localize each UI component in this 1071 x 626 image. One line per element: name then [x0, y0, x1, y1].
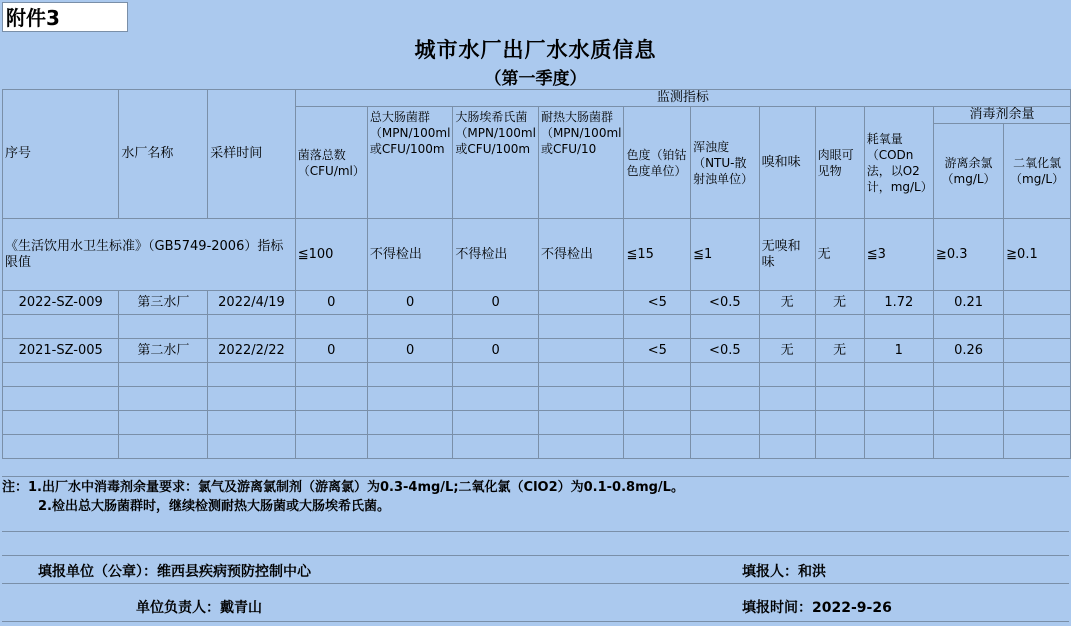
cell-odor[interactable]: 无 [759, 291, 815, 315]
empty-cell[interactable] [295, 411, 367, 435]
cell-total-coliform[interactable]: 0 [367, 291, 453, 315]
cell-colony[interactable]: 0 [295, 291, 367, 315]
standard-color[interactable]: ≦15 [624, 219, 691, 291]
empty-cell[interactable] [367, 363, 453, 387]
row-divider [2, 583, 1069, 584]
empty-cell[interactable] [1004, 315, 1071, 339]
empty-cell[interactable] [538, 411, 624, 435]
empty-cell[interactable] [864, 435, 933, 459]
empty-cell[interactable] [453, 435, 539, 459]
table-row [3, 339, 1071, 363]
empty-cell[interactable] [295, 315, 367, 339]
empty-cell[interactable] [3, 387, 119, 411]
empty-cell[interactable] [759, 387, 815, 411]
standard-total-coliform[interactable]: 不得检出 [367, 219, 453, 291]
empty-cell[interactable] [864, 411, 933, 435]
cell-visible[interactable]: 无 [815, 339, 864, 363]
cell-chlorine-dioxide[interactable] [1004, 339, 1071, 363]
row-divider [2, 621, 1069, 622]
empty-cell[interactable] [453, 363, 539, 387]
cell-turbidity[interactable]: <0.5 [691, 339, 760, 363]
reporter[interactable]: 填报人：和洪 [742, 564, 826, 580]
header-seq[interactable]: 序号 [3, 90, 119, 219]
header-group-monitor[interactable]: 监测指标 [295, 90, 1070, 107]
empty-cell[interactable] [367, 411, 453, 435]
standard-colony[interactable]: ≦100 [295, 219, 367, 291]
quality-table [2, 89, 1071, 459]
empty-cell[interactable] [538, 363, 624, 387]
empty-cell[interactable] [295, 363, 367, 387]
cell-color[interactable]: <5 [624, 339, 691, 363]
header-colony[interactable]: 菌落总数（CFU/ml） [295, 107, 367, 219]
cell-chlorine-dioxide[interactable] [1004, 291, 1071, 315]
table-row [3, 363, 1071, 387]
cell-visible[interactable]: 无 [815, 291, 864, 315]
header-thermo[interactable]: 耐热大肠菌群（MPN/100ml或CFU/10 [538, 107, 624, 219]
header-codmn[interactable]: 耗氧量（CODn法，以O2计，mg/L） [864, 107, 933, 219]
cell-date[interactable]: 2022/2/22 [208, 339, 296, 363]
empty-cell[interactable] [815, 363, 864, 387]
standard-chlorine-dioxide[interactable]: ≧0.1 [1004, 219, 1071, 291]
empty-cell[interactable] [3, 411, 119, 435]
empty-cell[interactable] [538, 387, 624, 411]
report-date[interactable]: 填报时间：2022-9-26 [742, 600, 892, 616]
empty-cell[interactable] [864, 363, 933, 387]
header-odor[interactable]: 嗅和味 [759, 107, 815, 219]
empty-cell[interactable] [624, 363, 691, 387]
standard-ecoli[interactable]: 不得检出 [453, 219, 539, 291]
document-subtitle[interactable]: （第一季度） [484, 69, 587, 89]
empty-cell[interactable] [759, 435, 815, 459]
empty-cell[interactable] [453, 315, 539, 339]
table-row [3, 291, 1071, 315]
empty-cell[interactable] [759, 363, 815, 387]
header-turbidity[interactable]: 浑浊度（NTU-散射浊单位） [691, 107, 760, 219]
empty-cell[interactable] [624, 387, 691, 411]
note-1[interactable]: 注：1.出厂水中消毒剂余量要求：氯气及游离氯制剂（游离氯）为0.3-4mg/L;二氧化氯（ClO2）为0.1-0.8mg/L。 [2, 480, 684, 495]
notes-block [2, 478, 1069, 516]
header-group-disinfect[interactable]: 消毒剂余量 [933, 107, 1070, 124]
empty-cell[interactable] [1004, 387, 1071, 411]
empty-cell[interactable] [933, 315, 1003, 339]
annex-label[interactable]: 附件3 [2, 2, 128, 32]
empty-cell[interactable] [815, 411, 864, 435]
empty-cell[interactable] [208, 411, 296, 435]
empty-cell[interactable] [933, 387, 1003, 411]
empty-cell[interactable] [295, 387, 367, 411]
header-free-chlorine[interactable]: 游离余氯（mg/L） [933, 124, 1003, 219]
row-divider [2, 476, 1069, 477]
empty-cell[interactable] [453, 411, 539, 435]
row-divider [2, 531, 1069, 532]
cell-thermo[interactable] [538, 291, 624, 315]
header-date[interactable]: 采样时间 [208, 90, 296, 219]
standard-thermo[interactable]: 不得检出 [538, 219, 624, 291]
empty-cell[interactable] [3, 315, 119, 339]
empty-cell[interactable] [3, 435, 119, 459]
empty-cell[interactable] [815, 315, 864, 339]
empty-cell[interactable] [759, 411, 815, 435]
standard-codmn[interactable]: ≦3 [864, 219, 933, 291]
empty-cell[interactable] [367, 315, 453, 339]
empty-cell[interactable] [538, 315, 624, 339]
header-visible[interactable]: 肉眼可见物 [815, 107, 864, 219]
cell-codmn[interactable]: 1.72 [864, 291, 933, 315]
empty-cell[interactable] [295, 435, 367, 459]
header-chlorine-dioxide[interactable]: 二氧化氯（mg/L） [1004, 124, 1071, 219]
table-row [3, 387, 1071, 411]
empty-cell[interactable] [933, 435, 1003, 459]
cell-odor[interactable]: 无 [759, 339, 815, 363]
empty-cell[interactable] [1004, 363, 1071, 387]
empty-cell[interactable] [691, 435, 760, 459]
empty-cell[interactable] [208, 363, 296, 387]
empty-cell[interactable] [367, 435, 453, 459]
empty-cell[interactable] [119, 315, 208, 339]
note-2[interactable]: 2.检出总大肠菌群时，继续检测耐热大肠菌或大肠埃希氏菌。 [38, 499, 390, 514]
header-ecoli[interactable]: 大肠埃希氏菌（MPN/100ml或CFU/100m [453, 107, 539, 219]
empty-cell[interactable] [1004, 435, 1071, 459]
cell-plant[interactable]: 第三水厂 [119, 291, 208, 315]
empty-cell[interactable] [864, 315, 933, 339]
report-unit[interactable]: 填报单位（公章）：维西县疾病预防控制中心 [38, 564, 311, 580]
empty-cell[interactable] [3, 363, 119, 387]
table-row [3, 435, 1071, 459]
empty-cell[interactable] [208, 435, 296, 459]
cell-color[interactable]: <5 [624, 291, 691, 315]
table-row [3, 411, 1071, 435]
cell-total-coliform[interactable]: 0 [367, 339, 453, 363]
empty-cell[interactable] [759, 315, 815, 339]
empty-cell[interactable] [624, 315, 691, 339]
empty-cell[interactable] [691, 411, 760, 435]
cell-ecoli[interactable]: 0 [453, 291, 539, 315]
cell-thermo[interactable] [538, 339, 624, 363]
document-title[interactable]: 城市水厂出厂水水质信息 [414, 38, 657, 62]
empty-cell[interactable] [453, 387, 539, 411]
empty-cell[interactable] [208, 387, 296, 411]
empty-cell[interactable] [691, 387, 760, 411]
row-divider [2, 555, 1069, 556]
empty-cell[interactable] [933, 363, 1003, 387]
empty-cell[interactable] [119, 363, 208, 387]
cell-codmn[interactable]: 1 [864, 339, 933, 363]
cell-date[interactable]: 2022/4/19 [208, 291, 296, 315]
empty-cell[interactable] [691, 315, 760, 339]
cell-free-chlorine[interactable]: 0.26 [933, 339, 1003, 363]
standard-label[interactable]: 《生活饮用水卫生标准》（GB5749-2006）指标限值 [3, 219, 296, 291]
cell-turbidity[interactable]: <0.5 [691, 291, 760, 315]
empty-cell[interactable] [624, 435, 691, 459]
cell-colony[interactable]: 0 [295, 339, 367, 363]
cell-seq[interactable]: 2022-SZ-009 [3, 291, 119, 315]
cell-ecoli[interactable]: 0 [453, 339, 539, 363]
empty-cell[interactable] [538, 435, 624, 459]
empty-cell[interactable] [815, 387, 864, 411]
cell-plant[interactable]: 第二水厂 [119, 339, 208, 363]
header-total-coliform[interactable]: 总大肠菌群（MPN/100ml或CFU/100m [367, 107, 453, 219]
empty-cell[interactable] [119, 435, 208, 459]
cell-seq[interactable]: 2021-SZ-005 [3, 339, 119, 363]
cell-free-chlorine[interactable]: 0.21 [933, 291, 1003, 315]
standard-odor[interactable]: 无嗅和味 [759, 219, 815, 291]
empty-cell[interactable] [208, 315, 296, 339]
empty-cell[interactable] [119, 411, 208, 435]
empty-cell[interactable] [933, 411, 1003, 435]
empty-cell[interactable] [119, 387, 208, 411]
standard-free-chlorine[interactable]: ≧0.3 [933, 219, 1003, 291]
empty-cell[interactable] [691, 363, 760, 387]
table-row [3, 315, 1071, 339]
header-color[interactable]: 色度（铂钴色度单位） [624, 107, 691, 219]
header-plant[interactable]: 水厂名称 [119, 90, 208, 219]
unit-leader[interactable]: 单位负责人：戴青山 [136, 600, 262, 616]
empty-cell[interactable] [624, 411, 691, 435]
standard-visible[interactable]: 无 [815, 219, 864, 291]
empty-cell[interactable] [815, 435, 864, 459]
empty-cell[interactable] [864, 387, 933, 411]
standard-turbidity[interactable]: ≦1 [691, 219, 760, 291]
empty-cell[interactable] [367, 387, 453, 411]
empty-cell[interactable] [1004, 411, 1071, 435]
